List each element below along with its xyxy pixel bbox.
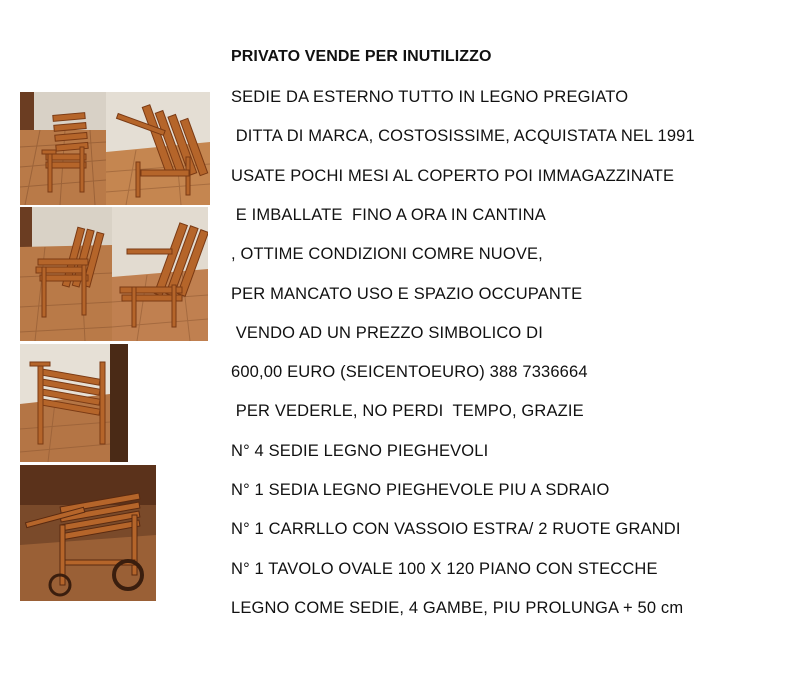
- text-line-2: DITTA DI MARCA, COSTOSISSIME, ACQUISTATA NEL 1991: [231, 127, 695, 145]
- item-list-line-2: N° 1 SEDIA LEGNO PIEGHEVOLE PIU A SDRAIO: [231, 481, 610, 499]
- item-list-line-4: N° 1 TAVOLO OVALE 100 X 120 PIANO CON STECCHE: [231, 560, 658, 578]
- text-line-9: PER VEDERLE, NO PERDI TEMPO, GRAZIE: [231, 402, 584, 420]
- chair-photo-1: [20, 92, 106, 205]
- chair-photo-2: [106, 92, 210, 205]
- price-phone-line: 600,00 EURO (SEICENTOEURO) 388 7336664: [231, 363, 588, 381]
- chair-photo-3: [20, 207, 112, 341]
- item-list-line-1: N° 4 SEDIE LEGNO PIEGHEVOLI: [231, 442, 489, 460]
- text-line-5: , OTTIME CONDIZIONI COMRE NUOVE,: [231, 245, 543, 263]
- ad-heading: PRIVATO VENDE PER INUTILIZZO: [231, 48, 492, 65]
- text-line-3: USATE POCHI MESI AL COPERTO POI IMMAGAZZINATE: [231, 167, 675, 185]
- chair-photo-5: [20, 344, 128, 462]
- text-line-7: VENDO AD UN PREZZO SIMBOLICO DI: [231, 324, 543, 342]
- text-line-4: E IMBALLATE FINO A ORA IN CANTINA: [231, 206, 546, 224]
- item-list-line-3: N° 1 CARRLLO CON VASSOIO ESTRA/ 2 RUOTE GRANDI: [231, 520, 681, 538]
- text-line-6: PER MANCATO USO E SPAZIO OCCUPANTE: [231, 285, 583, 303]
- chair-photo-4: [112, 207, 208, 341]
- text-line-1: SEDIE DA ESTERNO TUTTO IN LEGNO PREGIATO: [231, 88, 629, 106]
- cart-photo: [20, 465, 156, 601]
- item-list-line-5: LEGNO COME SEDIE, 4 GAMBE, PIU PROLUNGA + 50 cm: [231, 599, 684, 617]
